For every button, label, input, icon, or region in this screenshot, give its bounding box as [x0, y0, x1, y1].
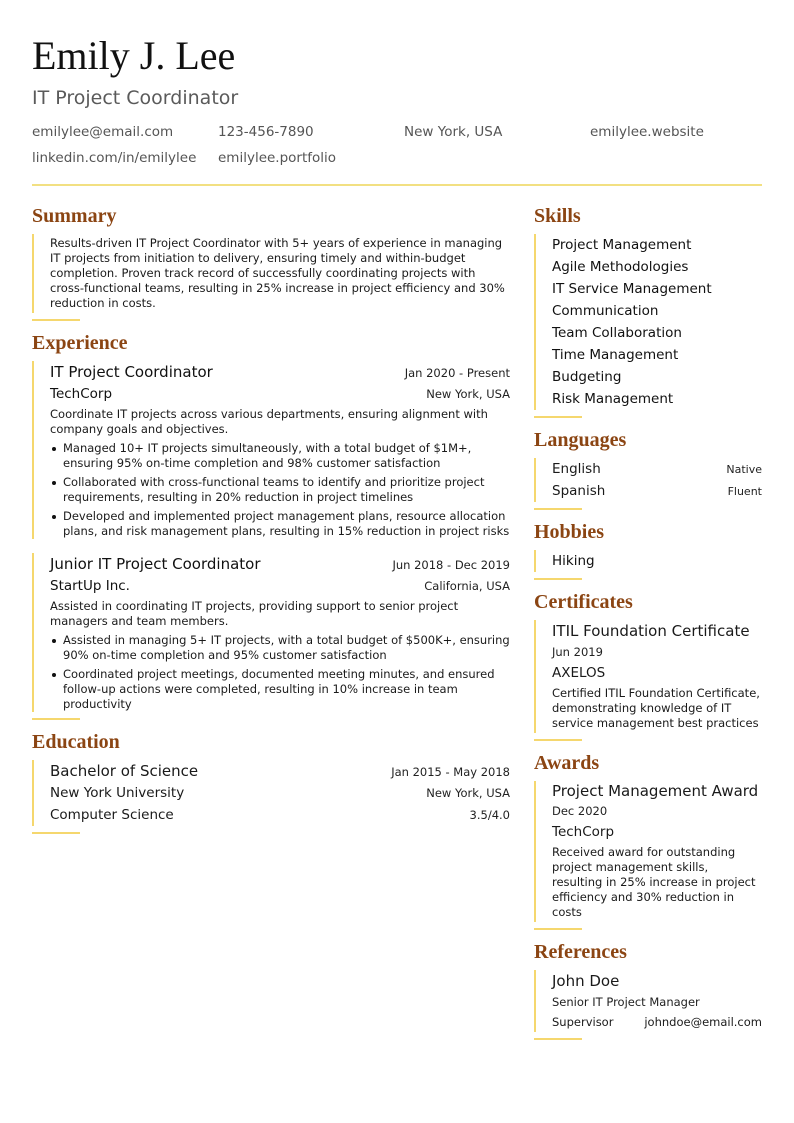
candidate-title: IT Project Coordinator	[32, 87, 239, 109]
experience-entry	[32, 553, 510, 712]
award-name: Project Management Award	[552, 782, 759, 800]
job-dates: Jun 2018 - Dec 2019	[392, 558, 510, 572]
candidate-name: Emily J. Lee	[32, 33, 236, 78]
edu-location: New York, USA	[426, 786, 510, 800]
job-dates: Jan 2020 - Present	[404, 366, 510, 380]
reference-name: John Doe	[552, 972, 620, 990]
achievement-item: Developed and implemented project management plans, resource allocation plans, and risk management plans, resulting in 15% reduction in project risks	[50, 509, 510, 539]
job-location: New York, USA	[426, 387, 510, 401]
contact-website[interactable]: emilylee.website	[590, 124, 704, 140]
references-section	[534, 940, 762, 1040]
contact-phone[interactable]: 123-456-7890	[218, 124, 314, 140]
language-level: Native	[726, 463, 762, 476]
section-end-rule	[534, 578, 582, 580]
achievement-item: Assisted in managing 5+ IT projects, with a total budget of $500K+, ensuring 90% on-time completion and 95% customer satisfaction	[50, 633, 510, 663]
skill-item: Risk Management	[552, 391, 674, 407]
hobbies-list	[534, 550, 762, 572]
section-heading-summary: Summary	[32, 205, 117, 227]
certificates-section	[534, 590, 762, 741]
awards-section	[534, 751, 762, 930]
section-end-rule	[32, 319, 80, 321]
reference-entry	[534, 970, 762, 1032]
award-entry	[534, 781, 762, 922]
contact-email[interactable]: emilylee@email.com	[32, 124, 174, 140]
section-end-rule	[32, 832, 80, 834]
summary-body	[32, 234, 510, 313]
certificate-description: Certified ITIL Foundation Certificate, demonstrating knowledge of IT service management best practices	[552, 686, 760, 730]
skill-item: Agile Methodologies	[552, 259, 689, 275]
edu-dates: Jan 2015 - May 2018	[391, 765, 510, 779]
skills-list	[534, 234, 762, 410]
job-title: Junior IT Project Coordinator	[50, 555, 261, 573]
certificate-issuer: AXELOS	[552, 665, 606, 681]
education-section	[32, 730, 510, 834]
section-heading-references: References	[534, 941, 627, 963]
right-column	[534, 204, 762, 1050]
contact-portfolio[interactable]: emilylee.portfolio	[218, 150, 337, 166]
language-name: English	[552, 461, 601, 477]
section-end-rule	[32, 718, 80, 720]
job-company: StartUp Inc.	[50, 578, 130, 594]
hobbies-section	[534, 520, 762, 580]
edu-field: Computer Science	[50, 807, 174, 823]
reference-position: Senior IT Project Manager	[552, 995, 700, 1009]
section-end-rule	[534, 508, 582, 510]
certificate-date: Jun 2019	[552, 645, 603, 659]
experience-entry	[32, 361, 510, 539]
job-description: Assisted in coordinating IT projects, providing support to senior project managers and team members.	[50, 599, 459, 628]
skill-item: Team Collaboration	[552, 325, 682, 341]
section-heading-education: Education	[32, 731, 120, 753]
contact-list	[32, 122, 762, 168]
skill-item: IT Service Management	[552, 281, 712, 297]
edu-school: New York University	[50, 785, 185, 801]
job-achievements	[50, 633, 510, 712]
languages-list	[534, 458, 762, 502]
job-entry	[50, 361, 510, 539]
skills-section	[534, 204, 762, 418]
education-entry	[32, 760, 510, 826]
language-item	[552, 480, 762, 502]
section-end-rule	[534, 1038, 582, 1040]
language-name: Spanish	[552, 483, 606, 499]
skill-item: Communication	[552, 303, 659, 319]
award-date: Dec 2020	[552, 804, 608, 818]
reference-contact-row	[552, 1012, 762, 1032]
reference-email[interactable]: johndoe@email.com	[644, 1015, 762, 1029]
section-heading-languages: Languages	[534, 429, 627, 451]
skill-item: Time Management	[552, 347, 679, 363]
award-description: Received award for outstanding project management skills, resulting in 25% increase in project efficiency and 30% reduction in costs	[552, 845, 756, 919]
job-location: California, USA	[424, 579, 510, 593]
achievement-item: Collaborated with cross-functional teams to identify and prioritize project requirements, resulting in 20% reduction in project timelines	[50, 475, 510, 505]
contact-linkedin[interactable]: linkedin.com/in/emilylee	[32, 150, 197, 166]
skill-item: Project Management	[552, 237, 692, 253]
edu-gpa: 3.5/4.0	[469, 808, 510, 822]
award-issuer: TechCorp	[552, 824, 615, 840]
summary-section	[32, 204, 510, 321]
section-end-rule	[534, 739, 582, 741]
summary-text: Results-driven IT Project Coordinator with 5+ years of experience in managing IT projects from initiation to delivery, ensuring timely and within-budget completion. Proven track record of successfully coordinating projects with cross-functional teams, resulting in 25% increase in project efficiency and 30% reduction in costs.	[50, 236, 505, 310]
achievement-item: Coordinated project meetings, documented meeting minutes, and ensured follow-up actions were completed, resulting in 10% increase in team productivity	[50, 667, 510, 712]
job-description: Coordinate IT projects across various departments, ensuring alignment with company goals and objectives.	[50, 407, 488, 436]
header-divider	[32, 184, 762, 186]
section-heading-experience: Experience	[32, 332, 128, 354]
certificate-name: ITIL Foundation Certificate	[552, 622, 750, 640]
job-title: IT Project Coordinator	[50, 363, 213, 381]
language-item	[552, 458, 762, 480]
section-heading-certificates: Certificates	[534, 591, 633, 613]
hobby-item: Hiking	[552, 553, 595, 569]
reference-relation: Supervisor	[552, 1015, 614, 1029]
section-heading-awards: Awards	[534, 752, 600, 774]
resume-header	[32, 32, 762, 186]
left-column	[32, 204, 510, 1050]
job-achievements	[50, 441, 510, 539]
edu-degree: Bachelor of Science	[50, 762, 199, 780]
job-entry	[50, 553, 510, 712]
languages-section	[534, 428, 762, 510]
section-heading-hobbies: Hobbies	[534, 521, 605, 543]
experience-section	[32, 331, 510, 720]
section-end-rule	[534, 928, 582, 930]
resume-page	[32, 32, 762, 1050]
skill-item: Budgeting	[552, 369, 622, 385]
certificate-entry	[534, 620, 762, 733]
achievement-item: Managed 10+ IT projects simultaneously, with a total budget of $1M+, ensuring 95% on-time completion and 98% customer satisfaction	[50, 441, 510, 471]
language-level: Fluent	[727, 485, 762, 498]
contact-location: New York, USA	[404, 124, 503, 140]
section-heading-skills: Skills	[534, 205, 581, 227]
section-end-rule	[534, 416, 582, 418]
resume-columns	[32, 204, 762, 1050]
job-company: TechCorp	[50, 386, 113, 402]
